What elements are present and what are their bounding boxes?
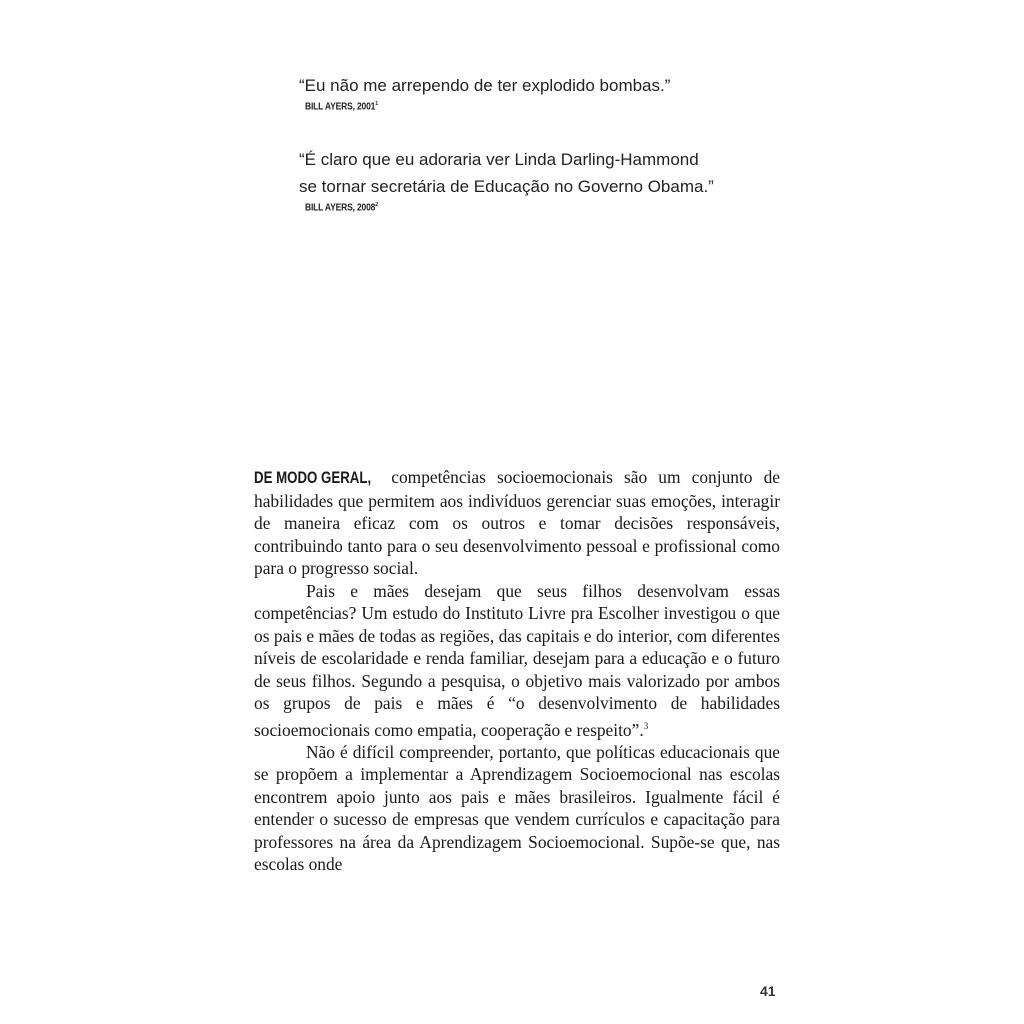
paragraph-3: [254, 741, 780, 876]
lead-in: DE MODO GERAL,: [254, 468, 372, 487]
epigraph-2: [299, 146, 759, 213]
epigraph-quote: “É claro que eu adoraria ver Linda Darling-Hammond se tornar secretária de Educação no Governo Obama.”: [299, 150, 714, 196]
epigraph-1: [299, 72, 759, 112]
epigraph-author: BILL AYERS, 2001: [305, 101, 376, 113]
paragraph-3-text: Não é difícil compreender, portanto, que políticas educacionais que se propõem a implementar a Aprendizagem Socioemocional nas escolas encontrem apoio junto aos pais e mães brasileiros. Igualmente fácil é entender o sucesso de empresas que vendem currículos e capacitação para professores na área da Aprendizagem Socioemocional. Supõe-se que, nas escolas onde: [254, 741, 780, 875]
epigraph-quote: “Eu não me arrependo de ter explodido bombas.”: [299, 76, 671, 95]
epigraph-attribution: [305, 202, 691, 213]
page-number: 41: [760, 983, 776, 999]
paragraph-1: [254, 466, 780, 580]
paragraph-1-text: competências socioemocionais são um conjunto de habilidades que permitem aos indivíduos gerenciar suas emoções, interagir de maneira eficaz com os outros e tomar decisões responsáveis, contribuindo tanto para o seu desenvolvimento pessoal e profissional como para o progresso social.: [254, 467, 780, 578]
body-text: [254, 466, 780, 876]
epigraph-author: BILL AYERS, 2008: [305, 202, 376, 214]
footnote-marker: 2: [375, 202, 378, 208]
paragraph-2: [254, 580, 780, 741]
paragraph-2-text: Pais e mães desejam que seus filhos desenvolvam essas competências? Um estudo do Instituto Livre pra Escolher investigou o que os pais e mães de todas as regiões, das capitais e do interior, com diferentes níveis de escolaridade e renda familiar, desejam para a educação e o futuro de seus filhos. Segundo a pesquisa, o objetivo mais valorizado por ambos os grupos de pais e mães é “o desenvolvimento de habilidades socioemocionais como empatia, cooperação e respeito”.: [254, 580, 780, 740]
epigraph-attribution: [305, 101, 691, 112]
footnote-marker: 1: [375, 101, 378, 107]
footnote-marker: 3: [643, 720, 649, 731]
